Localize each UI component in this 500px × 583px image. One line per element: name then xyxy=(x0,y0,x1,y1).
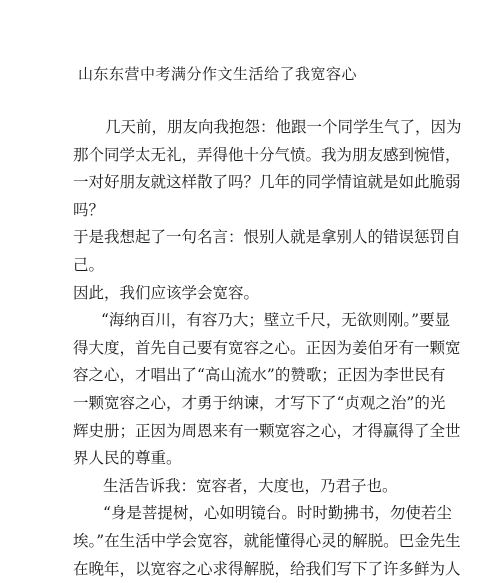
text-line: 那个同学太无礼，弄得他十分气愤。我为朋友感到惋惜， xyxy=(73,142,429,170)
text-line: 辉史册；正因为周恩来有一颗宽容之心，才得赢得了全世 xyxy=(73,418,429,446)
text-line: 得大度，首先自己要有宽容之心。正因为姜伯牙有一颗宽 xyxy=(73,335,429,363)
document-body xyxy=(73,114,429,583)
text-line: 容之心，才唱出了“高山流水”的赞歌；正因为李世民有 xyxy=(73,362,429,390)
text-line: 几天前，朋友向我抱怨：他跟一个同学生气了，因为 xyxy=(73,114,429,142)
text-line: 一颗宽容之心，才勇于纳谏，才写下了“贞观之治”的光 xyxy=(73,390,429,418)
text-line: 埃。”在生活中学会宽容，就能懂得心灵的解脱。巴金先生 xyxy=(73,528,429,556)
text-line: 吗？ xyxy=(73,197,429,225)
text-line: 一对好朋友就这样散了吗？几年的同学情谊就是如此脆弱 xyxy=(73,169,429,197)
text-line: 生活告诉我：宽容者，大度也，乃君子也。 xyxy=(73,473,429,501)
document-title: 山东东营中考满分作文生活给了我宽容心 xyxy=(78,63,357,84)
text-line: 界人民的尊重。 xyxy=(73,445,429,473)
text-line: “身是菩提树，心如明镜台。时时勤拂书，勿使若尘 xyxy=(73,500,429,528)
text-line: “海纳百川，有容乃大；壁立千尺，无欲则刚。”要显 xyxy=(73,307,429,335)
text-line: 己。 xyxy=(73,252,429,280)
text-line: 于是我想起了一句名言：恨别人就是拿别人的错误惩罚自 xyxy=(73,224,429,252)
text-line: 因此，我们应该学会宽容。 xyxy=(73,280,429,308)
text-line: 在晚年，以宽容之心求得解脱，给我们写下了许多鲜为人 xyxy=(73,556,429,583)
